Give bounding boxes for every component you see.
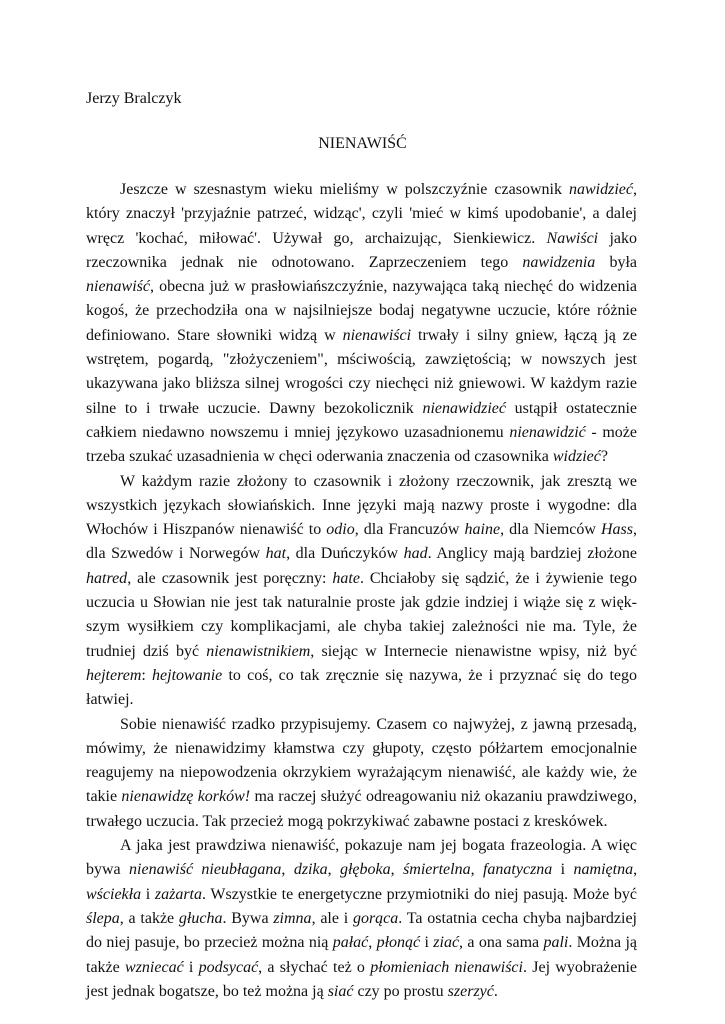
text-run: to coś, co tak zręcznie się nazywa, że i przyznać się do tego łatwiej. xyxy=(86,666,637,709)
text-run: ? xyxy=(600,448,608,466)
text-run: W każdym razie złożony to czasownik i złożony rzeczownik, jak zresztą we wszystkich językach słowiańskich. Inne języki mają nazwy proste i wygodne: dla Włochów i Hiszpanów nienawiść to xyxy=(86,472,637,539)
text-run: , xyxy=(633,861,638,879)
text-run: i xyxy=(552,861,574,879)
italic-term: wzniecać xyxy=(125,958,184,976)
text-run: , xyxy=(281,861,294,879)
text-run: i xyxy=(141,885,155,903)
text-run: . Wszystkie te energetyczne przymiotniki do niej pasują. Może być xyxy=(202,885,637,903)
italic-term: pałać xyxy=(332,934,369,952)
italic-term: nawidzenia xyxy=(522,253,596,271)
text-run: ma raczej służyć odreagowaniu niż okazaniu prawdziwego, trwałego uczucia. Tak przecież mogą pokrzykiwać zabawne postaci z kreskówek. xyxy=(86,788,638,830)
text-run: . Jej wyobrażenie jest jednak bogatsze, bo też można ją xyxy=(86,958,638,1000)
text-run: i xyxy=(183,958,199,976)
paragraph-4 xyxy=(86,834,637,1004)
document-title: NIENAWIŚĆ xyxy=(318,135,407,152)
text-run: , xyxy=(368,934,377,952)
text-run: Sobie nienawiść rzadko przypisujemy. Czasem co najwyżej, z jawną przesadą, mówimy, że nienawidzimy kłamstwa czy głupoty, często półżartem emocjonalnie reagujemy na niepowodzenia okrzykiem wyrażającym nienawiść, ale każdy wie, że takie xyxy=(86,715,637,806)
text-run: , xyxy=(390,861,404,879)
italic-term: hat xyxy=(265,545,287,563)
italic-term: ślepa xyxy=(86,909,120,927)
italic-term: zimna xyxy=(273,909,312,927)
text-run: , dla Francuzów xyxy=(354,521,465,539)
italic-term: Hass xyxy=(600,521,633,539)
text-run: . Bywa xyxy=(222,909,274,927)
text-run: - może trzeba szukać uzasadnienia w chęci oderwania znaczenia od czasownika xyxy=(86,423,637,466)
italic-term: nawidzieć xyxy=(569,181,633,198)
italic-term: zażarta xyxy=(154,885,202,903)
paragraph-3 xyxy=(86,713,637,834)
italic-term: nienawidzieć xyxy=(422,399,506,417)
italic-term: płonąć xyxy=(376,934,421,952)
italic-term: nienawidzić xyxy=(509,423,586,441)
italic-term: nienawiści xyxy=(342,326,412,344)
italic-term: szerzyć xyxy=(447,982,494,1000)
italic-term: odio xyxy=(326,521,355,539)
text-run: , ale i xyxy=(311,909,353,927)
italic-term: nienawiść xyxy=(86,278,150,296)
document-body xyxy=(86,178,637,1004)
italic-term: widzieć xyxy=(552,448,601,466)
italic-term: had xyxy=(403,545,428,563)
text-run: A jaka jest prawdziwa nienawiść, pokazuje nam jej bogata frazeologia. A więc bywa xyxy=(86,837,637,879)
text-run: , ale czasownik jest poręczny: xyxy=(127,569,333,587)
italic-term: głucha xyxy=(178,909,223,927)
text-run: , który znaczył 'przyjaźnie patrzeć, widząc', czyli 'mieć w kimś upodobanie', a dalej wręcz 'kochać, miłować'. Używał go, archaizując, Sienkiewicz. xyxy=(86,181,637,247)
italic-term: haine xyxy=(464,521,501,539)
text-run: , a słychać też o xyxy=(258,958,371,976)
text-run: , xyxy=(470,861,483,879)
text-run: była xyxy=(595,253,637,271)
italic-term: nienawistnikiem xyxy=(206,642,311,660)
italic-term: hatred xyxy=(86,569,128,587)
italic-term: podsycać xyxy=(198,958,259,976)
italic-term: hejterem xyxy=(86,666,142,684)
italic-term: głęboka xyxy=(339,861,391,879)
italic-term: gorąca xyxy=(352,909,399,927)
italic-term: siać xyxy=(327,982,354,1000)
italic-term: nienawiść nieubłagana xyxy=(129,861,282,879)
italic-term: namiętna xyxy=(573,861,634,879)
text-run: . Ta ostatnia cecha chyba najbardziej do niej pasuje, bo przecież można nią xyxy=(86,909,638,952)
text-run: trwały i silny gniew, łączą ją ze wstrętem, pogardą, "złożyczeniem", mściwością, zawziętością; w nowszych jest ukazywana jako bliższa silnej wrogości czy niechęci niż gniewowi. W każdym razie silne to i trwałe uczucie. Dawny bezokolicznik xyxy=(86,326,637,417)
author-name: Jerzy Bralczyk xyxy=(86,90,182,107)
text-run: ustąpił ostatecznie całkiem niedawno nowszemu i mniej językowo uzasadnionemu xyxy=(86,399,638,441)
text-run: i xyxy=(420,934,434,952)
text-run: , dla Szwedów i Norwegów xyxy=(86,521,637,563)
italic-term: hejtowanie xyxy=(152,666,223,684)
italic-term: Nawiści xyxy=(546,229,599,247)
italic-term: nienawidzę korków! xyxy=(121,788,251,806)
text-run: . xyxy=(493,982,498,1000)
text-run: , obecna już w prasłowiańszczyźnie, nazywająca taką niechęć do widzenia kogoś, że przechodziła ona w najsilniejsze bodaj negatywne uczucie, które różnie definiowano. Stare słowniki widzą w xyxy=(86,278,637,344)
text-run: . Można ją także xyxy=(86,934,638,976)
text-run: , a także xyxy=(119,909,179,927)
text-run: : xyxy=(141,666,153,684)
italic-term: płomieniach nienawiści xyxy=(370,958,523,976)
text-run: , dla Duńczyków xyxy=(286,545,404,563)
paragraph-2 xyxy=(86,470,637,713)
text-run: , siejąc w Internecie nienawistne wpisy, niż być xyxy=(310,642,637,660)
text-run: . Anglicy mają bardziej złożone xyxy=(427,545,637,563)
text-run: , dla Niemców xyxy=(500,521,601,539)
italic-term: pali xyxy=(543,934,569,952)
italic-term: wściekła xyxy=(86,885,142,903)
italic-term: dzika xyxy=(293,861,328,879)
text-run: jako rzeczownika jednak nie odnotowano. Zaprzeczeniem tego xyxy=(86,229,637,271)
text-run: . Chciałoby się sądzić, że i żywienie tego uczucia u Słowian nie jest tak naturalnie proste jak gdzie indziej i wiąże się z większym wysiłkiem czy komplikacjami, ale chyba takiej zależności nie ma. Tyle, że trudniej dziś być xyxy=(86,569,637,660)
text-run: Jeszcze w szesnastym wieku mieliśmy w polszczyźnie czasownik xyxy=(120,181,569,198)
italic-term: hate xyxy=(332,569,360,587)
text-run: , a ona sama xyxy=(459,934,544,952)
text-run: czy po prostu xyxy=(353,982,448,1000)
italic-term: ziać xyxy=(433,934,460,952)
text-run: , xyxy=(327,861,340,879)
italic-term: śmiertelna xyxy=(403,861,471,879)
italic-term: fanatyczna xyxy=(482,861,553,879)
paragraph-1 xyxy=(86,178,637,470)
